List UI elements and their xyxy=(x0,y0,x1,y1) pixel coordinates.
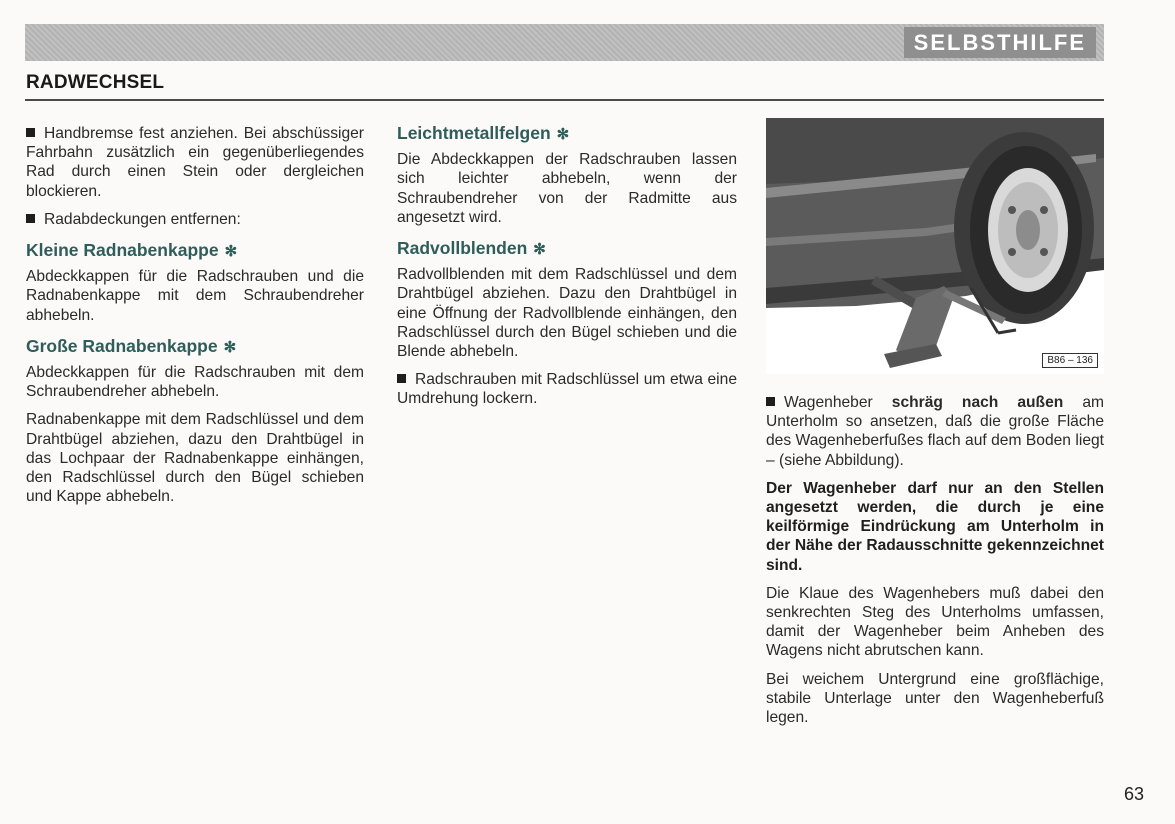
heading-leichtmetallfelgen: Leichtmetallfelgen ✻ xyxy=(397,123,570,143)
paragraph-radabdeckungen: Radabdeckungen entfernen: xyxy=(26,210,364,229)
heading-radvollblenden: Radvollblenden ✻ xyxy=(397,238,546,259)
paragraph-wagenheber: Wagenheber schräg nach außen am Unterholm so ansetzen, daß die große Fläche des Wagenheberfußes flach auf dem Boden liegt – (siehe Abbildung). xyxy=(766,394,1105,469)
paragraph-klaue: Die Klaue des Wagenhebers muß dabei den senkrechten Steg des Unterholms umfassen, damit der Wagenheber beim Anheben des Wagens nicht abrutschen kann. xyxy=(766,584,1104,660)
bullet-square-icon xyxy=(26,128,35,137)
star-icon: ✻ xyxy=(224,243,238,261)
chapter-label: SELBSTHILFE xyxy=(904,27,1096,58)
star-icon: ✻ xyxy=(556,126,570,143)
bullet-square-icon xyxy=(766,397,775,406)
paragraph-warning: Der Wagenheber darf nur an den Stellen angesetzt werden, die durch je eine keilförmige Eindrückung am Unterholm in der Nähe der Radausschnitte gekennzeichnet sind. xyxy=(766,479,1104,574)
figure-code: B86 – 136 xyxy=(1042,353,1098,368)
bullet-square-icon xyxy=(397,374,406,383)
paragraph-grosse-1: Abdeckkappen für die Radschrauben mit dem Schraubendreher abhebeln. xyxy=(26,364,364,401)
paragraph-grosse-2: Radnabenkappe mit dem Radschlüssel und dem Drahtbügel abziehen, dazu den Drahtbügel in das Lochpaar der Radnabenkappe einhängen, den Radschlüssel durch den Bügel schieben und Kappe abhebeln. xyxy=(26,411,364,506)
paragraph-handbremse: Handbremse fest anziehen. Bei abschüssiger Fahrbahn zusätzlich ein gegenüberliegendes Rad durch einen Stein oder dergleichen blockieren. xyxy=(26,125,364,200)
section-title: RADWECHSEL xyxy=(26,72,165,93)
star-icon: ✻ xyxy=(533,241,546,259)
car-jack-illustration xyxy=(766,118,1104,374)
heading-kleine-radnabenkappe: Kleine Radnabenkappe ✻ xyxy=(26,240,238,261)
header-band xyxy=(25,24,1104,61)
bullet-square-icon xyxy=(26,214,35,223)
heading-grosse-radnabenkappe: Große Radnabenkappe ✻ xyxy=(26,335,237,356)
photo-wagenheber xyxy=(766,118,1104,374)
column-left xyxy=(26,124,364,515)
paragraph-untergrund: Bei weichem Untergrund eine großflächige, stabile Unterlage unter den Wagenheberfuß legen. xyxy=(766,670,1104,727)
star-icon: ✻ xyxy=(223,338,237,356)
column-middle xyxy=(397,124,737,418)
column-right xyxy=(766,393,1104,736)
page-number: 63 xyxy=(1124,784,1145,804)
paragraph-leichtmetall: Die Abdeckkappen der Radschrauben lassen sich leichter abhebeln, wenn der Schraubendreher von der Radmitte aus angesetzt wird. xyxy=(397,151,737,226)
section-rule xyxy=(25,99,1104,101)
paragraph-kleine: Abdeckkappen für die Radschrauben und die Radnabenkappe mit dem Schraubendreher abhebeln. xyxy=(26,268,364,324)
paragraph-radvollblenden: Radvollblenden mit dem Radschlüssel und dem Drahtbügel abziehen. Dazu den Drahtbügel in eine Öffnung der Radvollblende einhängen, den Radschlüssel durch den Bügel schieben und die Blende abhebeln. xyxy=(397,266,737,361)
paragraph-radschrauben: Radschrauben mit Radschlüssel um etwa eine Umdrehung lockern. xyxy=(397,371,737,408)
